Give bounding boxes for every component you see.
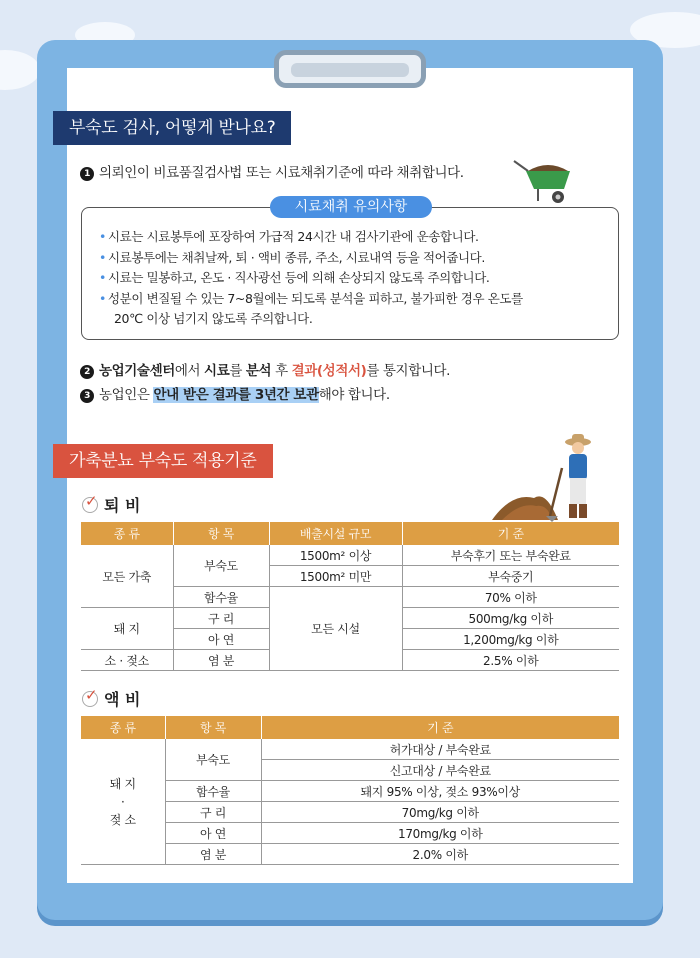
farmer-illustration-icon: [492, 432, 604, 522]
notice-item: • 시료는 시료봉투에 포장하여 가급적 24시간 내 검사기관에 운송합니다.: [108, 227, 618, 248]
highlight-text: 안내 받은 결과를 3년간 보관: [153, 387, 319, 403]
table-row: 염 분 2.0% 이하: [81, 844, 619, 865]
liquid-fertilizer-table: [81, 716, 619, 865]
check-icon: [82, 691, 98, 707]
solid-fertilizer-table: [81, 522, 619, 671]
liquid-fertilizer-heading: ✓액 비: [82, 687, 140, 710]
table-row: 1500m² 미만 부숙중기: [81, 566, 619, 587]
table-row: 모든 가축 부숙도 1500m² 이상 부숙후기 또는 부숙완료: [81, 545, 619, 566]
table-header-row: 종 류 항 목 배출시설 규모 기 준: [81, 522, 619, 545]
table-header-row: 종 류 항 목 기 준: [81, 716, 619, 739]
notice-item: • 시료는 밀봉하고, 온도 · 직사광선 등에 의해 손상되지 않도록 주의합니다.: [108, 268, 618, 289]
table-row: 돼 지 구 리 500mg/kg 이하: [81, 608, 619, 629]
step-number: 1: [80, 167, 94, 181]
section-title-standards: 가축분뇨 부숙도 적용기준: [53, 444, 273, 478]
step-2: 2 농업기술센터에서 시료를 분석 후 결과(성적서)를 통지합니다.: [80, 359, 450, 379]
cloud-decoration: [0, 50, 40, 90]
notice-item: • 시료봉투에는 채취날짜, 퇴 · 액비 종류, 주소, 시료내역 등을 적어줍니다.: [108, 248, 618, 269]
table-row: 구 리 70mg/kg 이하: [81, 802, 619, 823]
step-text: 의뢰인이 비료품질검사법 또는 시료채취기준에 따라 채취합니다.: [99, 165, 464, 181]
step-1: [80, 161, 464, 181]
table-row: 함수율 돼지 95% 이상, 젖소 93%이상: [81, 781, 619, 802]
wheelbarrow-icon: [512, 155, 574, 207]
check-icon: [82, 497, 98, 513]
table-row: 돼 지 · 젖 소 부숙도 허가대상 / 부숙완료: [81, 739, 619, 760]
table-row: 소 · 젖소 염 분 2.5% 이하: [81, 650, 619, 671]
solid-fertilizer-heading: ✓퇴 비: [82, 493, 140, 516]
section-title-inspection: 부숙도 검사, 어떻게 받나요?: [53, 111, 291, 145]
notice-title: 시료채취 유의사항: [270, 196, 432, 218]
table-row: 함수율 모든 시설 70% 이하: [81, 587, 619, 608]
table-row: 아 연 170mg/kg 이하: [81, 823, 619, 844]
clipboard-clip: [274, 50, 426, 88]
notice-item: • 성분이 변질될 수 있는 7~8월에는 되도록 분석을 피하고, 불가피한 경우 온도를 20℃ 이상 넘기지 않도록 주의합니다.: [108, 289, 618, 330]
sampling-notice-box: [81, 207, 619, 340]
step-3: 3 농업인은 안내 받은 결과를 3년간 보관해야 합니다.: [80, 383, 390, 403]
table-row: 아 연 1,200mg/kg 이하: [81, 629, 619, 650]
table-row: 신고대상 / 부숙완료: [81, 760, 619, 781]
